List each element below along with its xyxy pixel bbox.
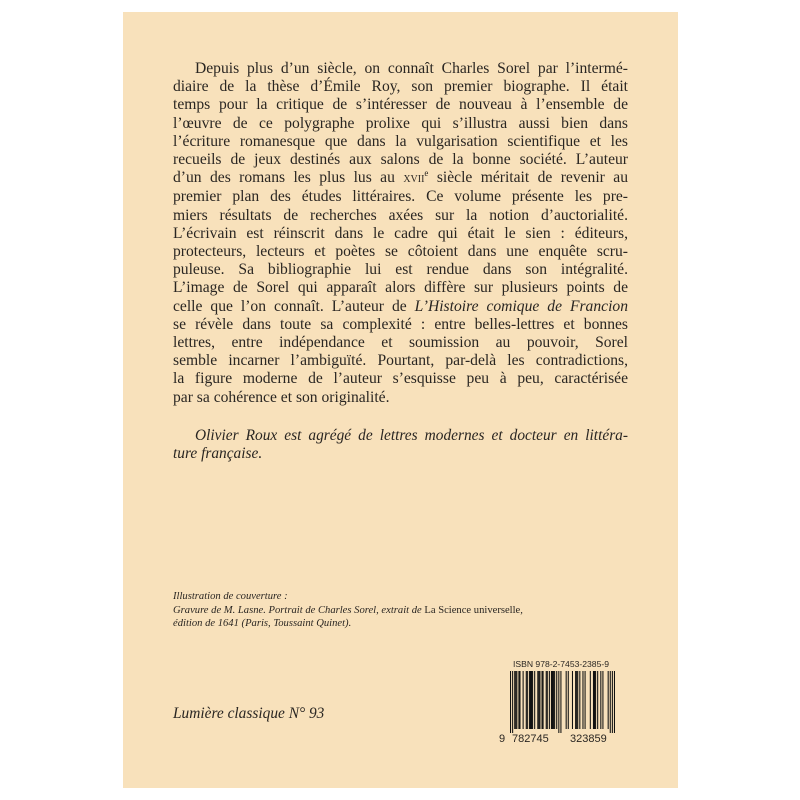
credit-text: Gravure de M. Lasne. Portrait de Charles Sorel, extrait de bbox=[173, 604, 425, 616]
barcode-bar bbox=[538, 671, 539, 729]
barcode-bar bbox=[593, 671, 594, 729]
blurb-line: l’œuvre de ce polygraphe prolixe qui s’illustra aussi bien dans bbox=[173, 114, 628, 132]
author-note bbox=[173, 427, 628, 464]
series-label: Lumière classique N° 93 bbox=[173, 705, 325, 722]
barcode-bar bbox=[577, 671, 578, 729]
barcode-bar bbox=[610, 671, 611, 733]
blurb-line: l’écriture romanesque que dans la vulgarisation scientifique et les bbox=[173, 132, 628, 150]
blurb-line: recueils de jeux destinés aux salons de la bonne société. L’auteur bbox=[173, 151, 628, 169]
barcode-bar bbox=[542, 671, 543, 729]
barcode-bar bbox=[608, 671, 609, 729]
credit-line: édition de 1641 (Paris, Toussaint Quinet). bbox=[173, 618, 352, 630]
blurb-text: celle que l’on connaît. L’auteur de bbox=[173, 297, 415, 315]
barcode-bar bbox=[526, 671, 527, 729]
blurb-line bbox=[173, 298, 628, 316]
blurb-line: L’écrivain est réinscrit dans le cadre qui était le sien : éditeurs, bbox=[173, 224, 628, 242]
blurb-paragraph bbox=[173, 60, 628, 407]
blurb-line: diaire de la thèse d’Émile Roy, son premier biographe. Il était bbox=[173, 78, 628, 96]
blurb-line: temps pour la critique de s’intéresser de nouveau à l’ensemble de bbox=[173, 96, 628, 114]
barcode-bar bbox=[552, 671, 553, 729]
author-note-line: ture française. bbox=[173, 445, 263, 463]
barcode-bar bbox=[590, 671, 591, 729]
barcode-bar bbox=[523, 671, 524, 729]
credit-line bbox=[173, 604, 643, 618]
blurb-line: protecteurs, lecteurs et poètes se côtoient dans une enquête scru- bbox=[173, 243, 628, 261]
barcode-bar bbox=[549, 671, 550, 729]
barcode-bar bbox=[556, 671, 557, 729]
cover-illustration-credit bbox=[173, 590, 643, 631]
credit-book-title: La Science universelle bbox=[424, 604, 521, 616]
isbn-barcode bbox=[497, 659, 625, 759]
barcode-bar bbox=[582, 671, 583, 729]
barcode-bar bbox=[560, 671, 561, 733]
barcode-bar bbox=[558, 671, 559, 733]
blurb-line: L’image de Sorel qui apparaît alors diffère sur plusieurs points de bbox=[173, 279, 628, 297]
barcode-bar bbox=[553, 671, 554, 729]
barcode-bar bbox=[579, 671, 580, 729]
barcode-bars bbox=[497, 671, 625, 733]
barcode-bar bbox=[597, 671, 598, 729]
barcode-bar bbox=[534, 671, 535, 729]
blurb-line bbox=[173, 169, 628, 188]
barcode-bar bbox=[554, 671, 555, 729]
barcode-digit-first: 9 bbox=[499, 733, 506, 745]
blurb-line: Depuis plus d’un siècle, on connaît Charles Sorel par l’intermé- bbox=[195, 60, 628, 77]
barcode-digits bbox=[497, 733, 625, 747]
barcode-bar bbox=[594, 671, 595, 729]
barcode-bar bbox=[614, 671, 615, 733]
barcode-bar bbox=[612, 671, 613, 733]
barcode-bar bbox=[595, 671, 596, 729]
credit-heading: Illustration de couverture : bbox=[173, 591, 288, 602]
barcode-bar bbox=[543, 671, 544, 729]
barcode-bar bbox=[527, 671, 528, 729]
barcode-bar bbox=[585, 671, 586, 729]
credit-text: , bbox=[520, 604, 523, 616]
barcode-graphic bbox=[497, 671, 625, 733]
blurb-line: miers résultats de recherches axées sur la notion d’auctorialité. bbox=[173, 206, 628, 224]
barcode-bar bbox=[546, 671, 547, 729]
barcode-bar bbox=[572, 671, 573, 729]
blurb-line: premier plan des études littéraires. Ce volume présente les pre- bbox=[173, 188, 628, 206]
blurb-line: se révèle dans toute sa complexité : entre belles-lettres et bonnes bbox=[173, 315, 628, 333]
barcode-digits-left: 782745 bbox=[512, 733, 549, 745]
barcode-bar bbox=[530, 671, 531, 729]
barcode-bar bbox=[539, 671, 540, 729]
barcode-bar bbox=[519, 671, 520, 729]
blurb-line: par sa cohérence et son originalité. bbox=[173, 388, 390, 406]
blurb-text: siècle méritait de revenir au bbox=[428, 169, 628, 187]
barcode-bar bbox=[568, 671, 569, 729]
book-title: L’Histoire comique de Francion bbox=[414, 297, 628, 315]
barcode-bar bbox=[537, 671, 538, 729]
barcode-bar bbox=[514, 671, 515, 729]
blurb-line: lettres, entre indépendance et soumission au pouvoir, Sorel bbox=[173, 334, 628, 352]
barcode-bar bbox=[600, 671, 601, 729]
barcode-bar bbox=[529, 671, 530, 729]
barcode-bar bbox=[602, 671, 603, 729]
barcode-bar bbox=[516, 671, 517, 729]
barcode-digits-right: 323859 bbox=[570, 733, 607, 745]
barcode-bar bbox=[510, 671, 511, 733]
blurb-line: semble incarner l’ambiguïté. Pourtant, par-delà les contradictions, bbox=[173, 352, 628, 370]
blurb-line: puleuse. Sa bibliographie lui est rendue dans son intégralité. bbox=[173, 261, 628, 279]
blurb-text: d’un des romans les plus lus au bbox=[173, 169, 404, 187]
barcode-bar bbox=[576, 671, 577, 729]
barcode-bar bbox=[512, 671, 513, 733]
barcode-bar bbox=[518, 671, 519, 729]
isbn-number: ISBN 978-2-7453-2385-9 bbox=[512, 659, 610, 669]
barcode-bar bbox=[566, 671, 567, 729]
barcode-bar bbox=[515, 671, 516, 729]
barcode-bar bbox=[575, 671, 576, 729]
barcode-bar bbox=[531, 671, 532, 729]
barcode-bar bbox=[532, 671, 533, 729]
century-superscript: e bbox=[424, 168, 429, 179]
blurb-line: la figure moderne de l’auteur s’esquisse peu à peu, caractérisée bbox=[173, 370, 628, 388]
century-numeral: xvii bbox=[403, 171, 425, 187]
barcode-bar bbox=[551, 671, 552, 729]
barcode-bar bbox=[547, 671, 548, 729]
author-note-line: Olivier Roux est agrégé de lettres modernes et docteur en littéra- bbox=[195, 427, 628, 444]
